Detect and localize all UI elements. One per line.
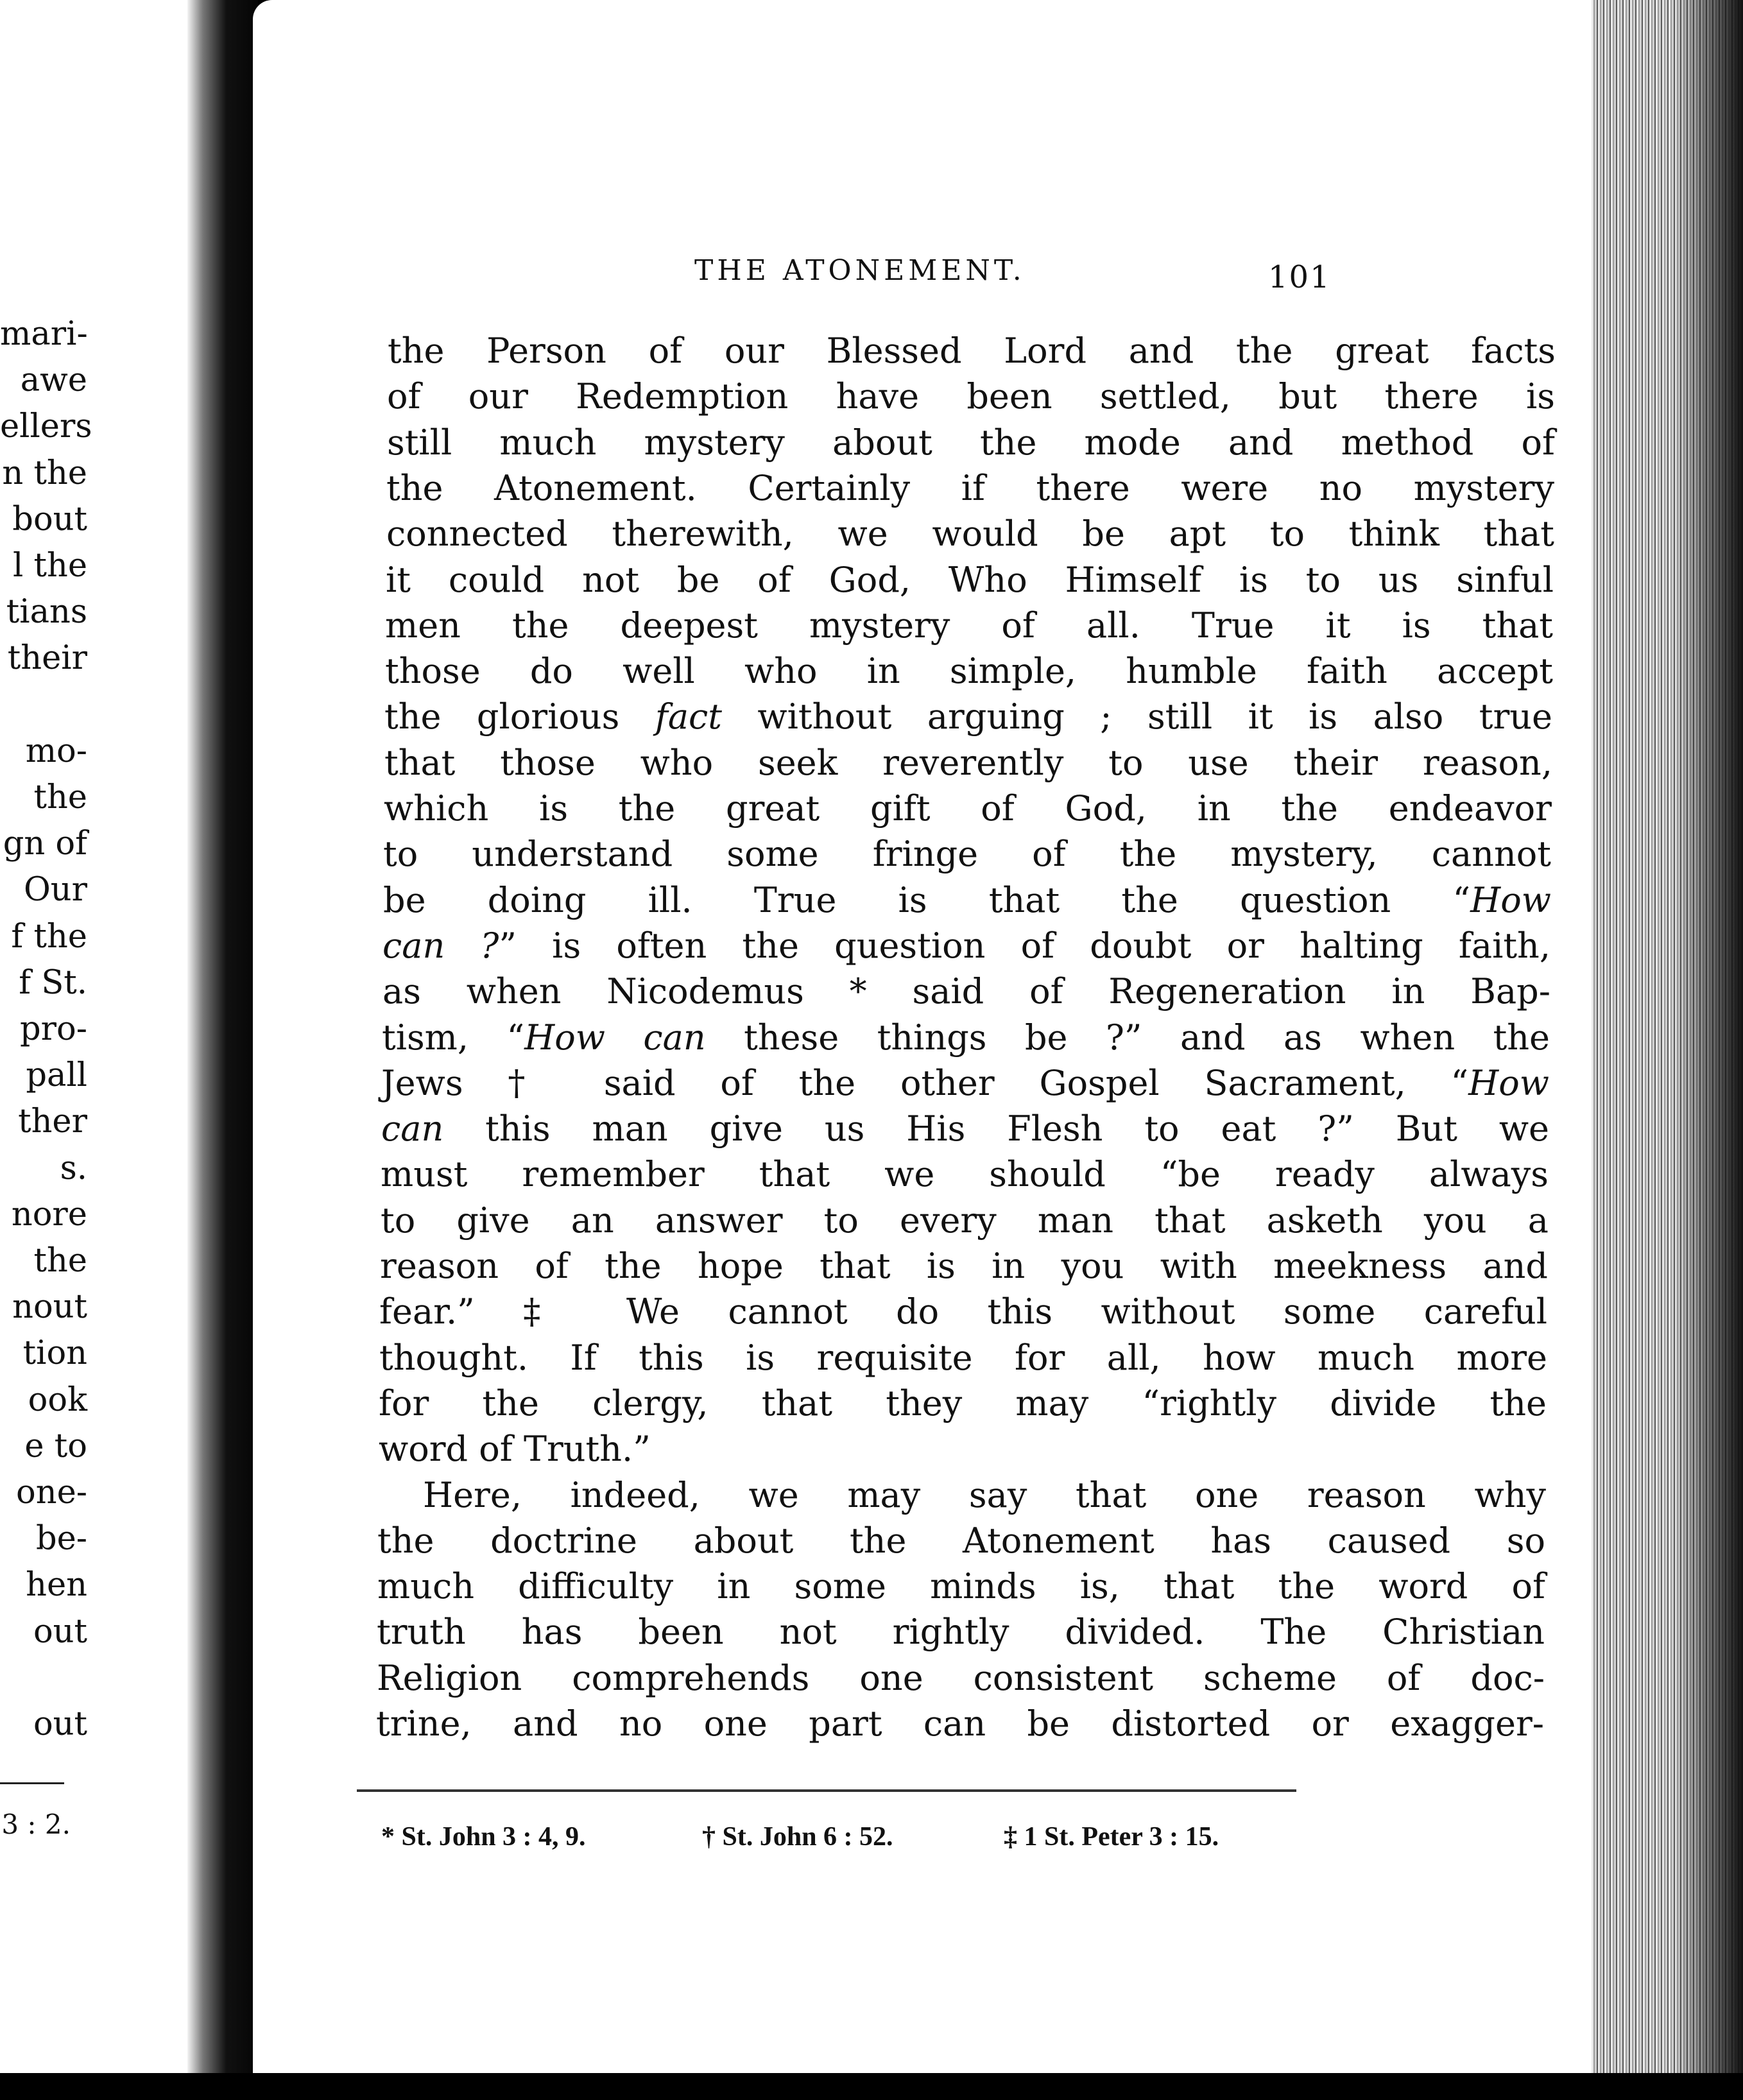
left-page-line: n the — [2, 454, 87, 492]
left-page-line: ellers — [0, 408, 92, 446]
left-page-line: mari- — [0, 315, 88, 353]
left-page-line: nore — [11, 1195, 87, 1234]
body-text-line: still much mystery about the mode and method of — [387, 422, 1555, 463]
left-page-line — [0, 1658, 87, 1698]
left-footnote-rule — [0, 1782, 64, 1784]
book-gutter — [187, 0, 258, 2100]
right-page — [253, 0, 1594, 2100]
body-text-line: as when Nicodemus * said of Regeneration in Bap- — [382, 971, 1550, 1012]
left-page-line: awe — [20, 361, 87, 400]
body-text-line: truth has been not rightly divided. The Christian — [377, 1612, 1545, 1653]
body-text-line: connected therewith, we would be apt to think that — [386, 513, 1554, 555]
body-text-line: fear.” ‡ We cannot do this without some careful — [379, 1291, 1547, 1332]
body-text-line: can this man give us His Flesh to eat ?” But we — [381, 1108, 1549, 1149]
left-page-line: tion — [22, 1334, 87, 1373]
body-text-line: tism, “How can these things be ?” and as when the — [382, 1017, 1550, 1058]
body-text-line: can ?” is often the question of doubt or halting faith, — [382, 925, 1550, 966]
left-page-line: their — [7, 639, 87, 678]
left-page-line: l the — [12, 547, 87, 585]
body-text-line: to understand some fringe of the mystery, cannot — [383, 834, 1551, 875]
left-page-line: e to — [24, 1427, 87, 1465]
body-text-line: much difficulty in some minds is, that the word of — [377, 1566, 1545, 1607]
left-page-line: the — [33, 1242, 87, 1280]
body-text-line: must remember that we should “be ready always — [381, 1154, 1549, 1195]
left-page-line: bout — [12, 500, 87, 538]
body-text-line: Here, indeed, we may say that one reason why — [423, 1474, 1546, 1515]
body-text-line: the doctrine about the Atonement has caused so — [377, 1520, 1545, 1561]
body-text-line: the Atonement. Certainly if there were no mystery — [386, 467, 1554, 508]
left-page — [0, 0, 187, 2100]
body-text-line: of our Redemption have been settled, but there is — [387, 376, 1555, 417]
left-page-line: s. — [60, 1149, 87, 1187]
left-page-line — [0, 685, 87, 725]
left-page-line: pall — [26, 1056, 87, 1095]
left-page-line: out — [33, 1705, 87, 1743]
left-page-line: Our — [23, 871, 87, 909]
left-page-line: pro- — [20, 1010, 87, 1048]
footnote-rule — [357, 1789, 1296, 1792]
body-text-line: the Person of our Blessed Lord and the great facts — [388, 331, 1556, 371]
left-page-line: nout — [12, 1288, 87, 1327]
footnote-2: † St. John 6 : 52. — [702, 1822, 893, 1852]
left-footnote: 3 : 2. — [1, 1809, 71, 1840]
scan-border — [0, 2073, 1743, 2100]
body-text-line: thought. If this is requisite for all, how much more — [379, 1337, 1547, 1378]
left-page-line: ook — [28, 1381, 87, 1419]
left-page-line: gn of — [3, 825, 87, 863]
body-text-line: Jews † said of the other Gospel Sacrament, “How — [381, 1062, 1549, 1103]
left-page-line: f the — [11, 917, 87, 956]
body-text-line: reason of the hope that is in you with meekness and — [380, 1246, 1548, 1286]
running-head: THE ATONEMENT. — [694, 254, 1026, 287]
body-text-line: the glorious fact without arguing ; still it is also true — [384, 696, 1552, 737]
body-text-line: which is the great gift of God, in the endeavor — [384, 788, 1552, 829]
left-page-line: be- — [35, 1520, 87, 1558]
page-number: 101 — [1268, 259, 1331, 295]
left-page-line: f St. — [19, 963, 87, 1002]
body-text-line: Religion comprehends one consistent scheme of doc- — [377, 1657, 1545, 1698]
body-text-line: for the clergy, that they may “rightly divide the — [379, 1382, 1547, 1424]
body-text-line: men the deepest mystery of all. True it is that — [385, 605, 1553, 646]
left-page-line: one- — [16, 1474, 87, 1511]
left-page-line: tians — [6, 593, 87, 632]
body-text-line: that those who seek reverently to use their reason, — [384, 742, 1552, 783]
body-text-line: trine, and no one part can be distorted or exagger- — [376, 1703, 1544, 1744]
page-edges — [1592, 0, 1743, 2100]
body-text-line: to give an answer to every man that asketh you a — [381, 1200, 1549, 1241]
body-text-line: be doing ill. True is that the question “How — [383, 879, 1551, 920]
footnote-1: * St. John 3 : 4, 9. — [381, 1822, 586, 1852]
body-text-line: word of Truth.” — [379, 1429, 651, 1470]
footnote-3: ‡ 1 St. Peter 3 : 15. — [1004, 1822, 1219, 1852]
left-page-line: the — [33, 779, 87, 816]
left-page-line: ther — [18, 1103, 87, 1141]
body-text-line: those do well who in simple, humble faith accept — [385, 651, 1553, 692]
left-page-line: out — [33, 1612, 87, 1651]
body-text-line: it could not be of God, Who Himself is to us sinful — [386, 559, 1554, 600]
left-page-line: hen — [26, 1566, 87, 1605]
left-page-line: mo- — [25, 732, 87, 770]
